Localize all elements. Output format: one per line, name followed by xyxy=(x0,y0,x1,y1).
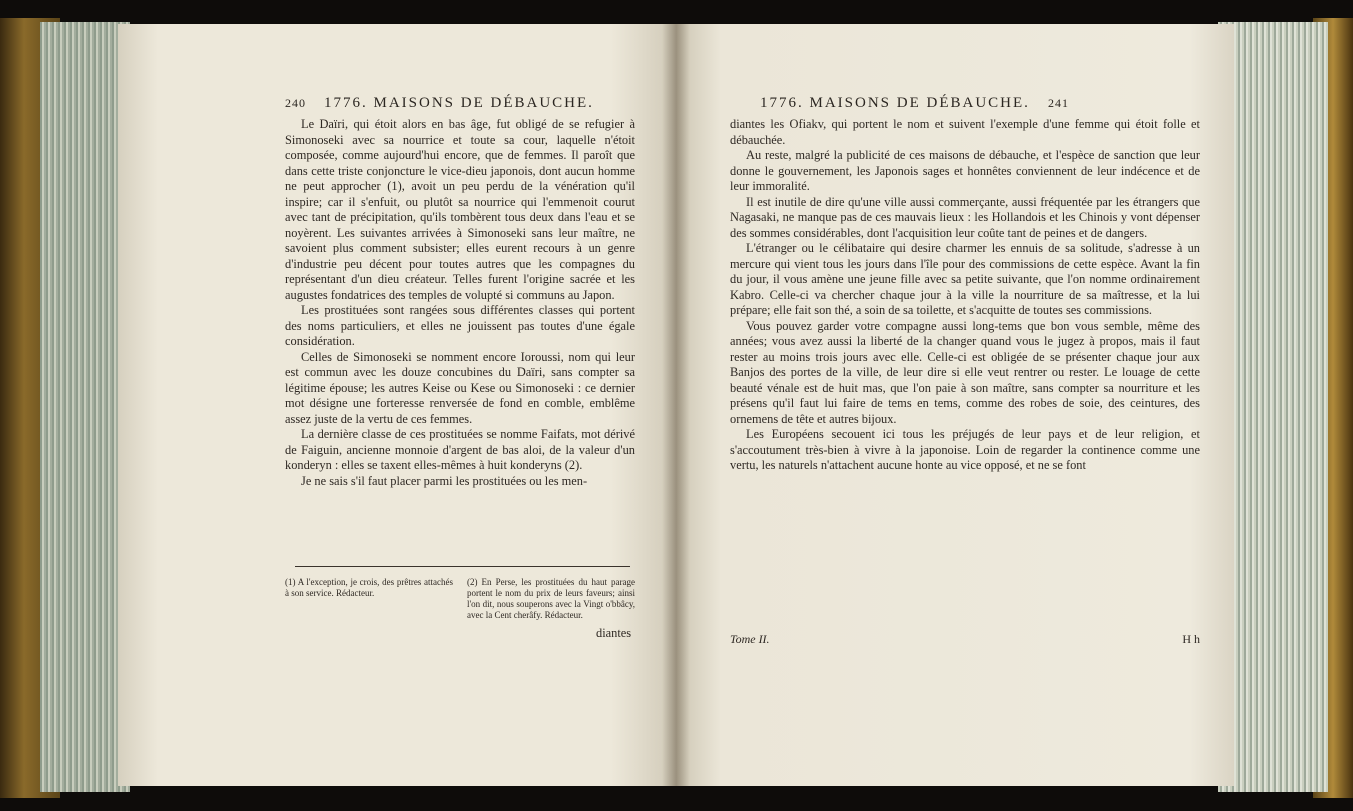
signature-mark: H h xyxy=(1182,632,1200,646)
paragraph: L'étranger ou le célibataire qui desire charmer les ennuis de sa solitude, s'adresse à un mercure qui vient tous les jours dans l'île pour des commissions de cette espèce. Avant la fin du jour, il vous amène une jeune fille avec sa petite suivante, que l'on nomme ordinairement Kabro. Celle-ci va chercher chaque jour à la ville la nourriture de sa maîtresse, et la lui prépare; elle fait son thé, a soin de sa toilette, et s'acquitte de toutes ses commissions. xyxy=(730,241,1200,317)
catchword: diantes xyxy=(596,626,632,640)
page-edges-right xyxy=(1218,22,1328,792)
left-running-head xyxy=(285,95,594,112)
paragraph: Il est inutile de dire qu'une ville aussi commerçante, aussi fréquentée par les étrangers que Nagasaki, ne manque pas de ces mauvais lieux : les Hollandois et les Chinois y vont dépenser des sommes considérables, dont l'acquisition leur coûte tant de peines et de dangers. xyxy=(730,194,1200,240)
tome-label: Tome II. xyxy=(730,632,770,646)
page-edges-left xyxy=(40,22,130,792)
right-page-number: 241 xyxy=(1047,96,1069,110)
paragraph: La dernière classe de ces prostituées se nomme Faifats, mot dérivé de Faiguin, ancienne monnoie d'argent de bas aloi, de la valeur d'un konderyn : elles se taxent elles-mêmes à huit konderyns (2). xyxy=(285,427,635,472)
paragraph: Je ne sais s'il faut placer parmi les prostituées ou les men- xyxy=(301,473,588,488)
right-text-column xyxy=(730,117,1200,474)
paragraph: Les prostituées sont rangées sous différentes classes qui portent des noms particuliers, et elles ne jouissent pas toutes d'une égale considération. xyxy=(285,303,635,348)
paragraph: Celles de Simonoseki se nomment encore Ioroussi, nom qui leur est commun avec les douze concubines du Daïri, sans compter sa légitime épouse; les autres Keise ou Kese ou Simonoseki : ce dernier mot désigne une forteresse renversée de fond en comble, emblême assez juste de la vertu de ces femmes. xyxy=(285,349,635,426)
paragraph: Le Daïri, qui étoit alors en bas âge, fut obligé de se refugier à Simonoseki avec sa nourrice et toute sa cour, laquelle n'étoit composée, comme aujourd'hui encore, que de femmes. Il paroît que dans cette triste conjoncture le vice-dieu japonois, dont aucun homme ne peut approcher (1), avoit un peu perdu de la vénération qu'il inspire; car il s'enfuit, ou plutôt sa nourrice qui l'emmenoit courut avec tant de précipitation, qu'ils tombèrent tous deux dans l'eau et se noyèrent. Les suivantes arrivées à Simonoseki sans leur maître, ne savoient plus comment subsister; elles eurent recours à un genre d'industrie peu décent pour toutes autres que les compagnes du représentant d'un dieu créateur. Telles furent l'origine sacrée et les augustes fondatrices des temples de volupté si communs au Japon. xyxy=(285,117,635,302)
right-head-title: 1776. MAISONS DE DÉBAUCHE. xyxy=(760,95,1030,111)
footnotes xyxy=(285,577,635,621)
book-gutter xyxy=(662,24,690,786)
footnote-rule xyxy=(295,566,630,567)
paragraph: Au reste, malgré la publicité de ces maisons de débauche, et l'espèce de sanction que leur donne le gouvernement, les Japonois sages et honnêtes conviennent de leur indécence et de leur immoralité. xyxy=(730,148,1200,193)
footnote: (1) A l'exception, je crois, des prêtres attachés à son service. Rédacteur. xyxy=(285,577,453,598)
paragraph: diantes les Ofiakv, qui portent le nom et suivent l'exemple d'une femme qui étoit folle et débauchée. xyxy=(730,117,1200,147)
right-running-head xyxy=(760,95,1069,112)
signature-line xyxy=(730,632,1200,647)
left-page-number: 240 xyxy=(285,96,306,110)
paragraph: Les Européens secouent ici tous les préjugés de leur pays et de leur religion, et s'accoutument très-bien à vivre à la japonoise. Loin de regarder la continence comme une vertu, les naturels n'attachent aucune honte au vice opposé, et ne se font xyxy=(730,427,1200,472)
paragraph: Vous pouvez garder votre compagne aussi long-tems que bon vous semble, même des années; vous avez aussi la liberté de la changer quand vous le jugez à propos, mais il faut rester au moins trois jours avec elle. Celle-ci est obligée de se présenter chaque jour aux Banjos des portes de la ville, de leur dire si elle veut rentrer ou rester. Le louage de cette beauté vénale est de huit mas, que l'on paie à son maître, sans compter sa nourriture et les présens qu'il faut lui faire de tems en tems, comme des robes de soie, des ceintures, des ornemens de tête et autres bijoux. xyxy=(730,318,1200,426)
footnote: (2) En Perse, les prostituées du haut parage portent le nom du prix de leurs faveurs; ainsi l'on dit, nous souperons avec la Vingt o'bbâcy, avec la Cent cherâfy. Rédacteur. xyxy=(467,577,635,620)
left-head-title: 1776. MAISONS DE DÉBAUCHE. xyxy=(324,95,594,111)
left-text-column xyxy=(285,117,635,489)
